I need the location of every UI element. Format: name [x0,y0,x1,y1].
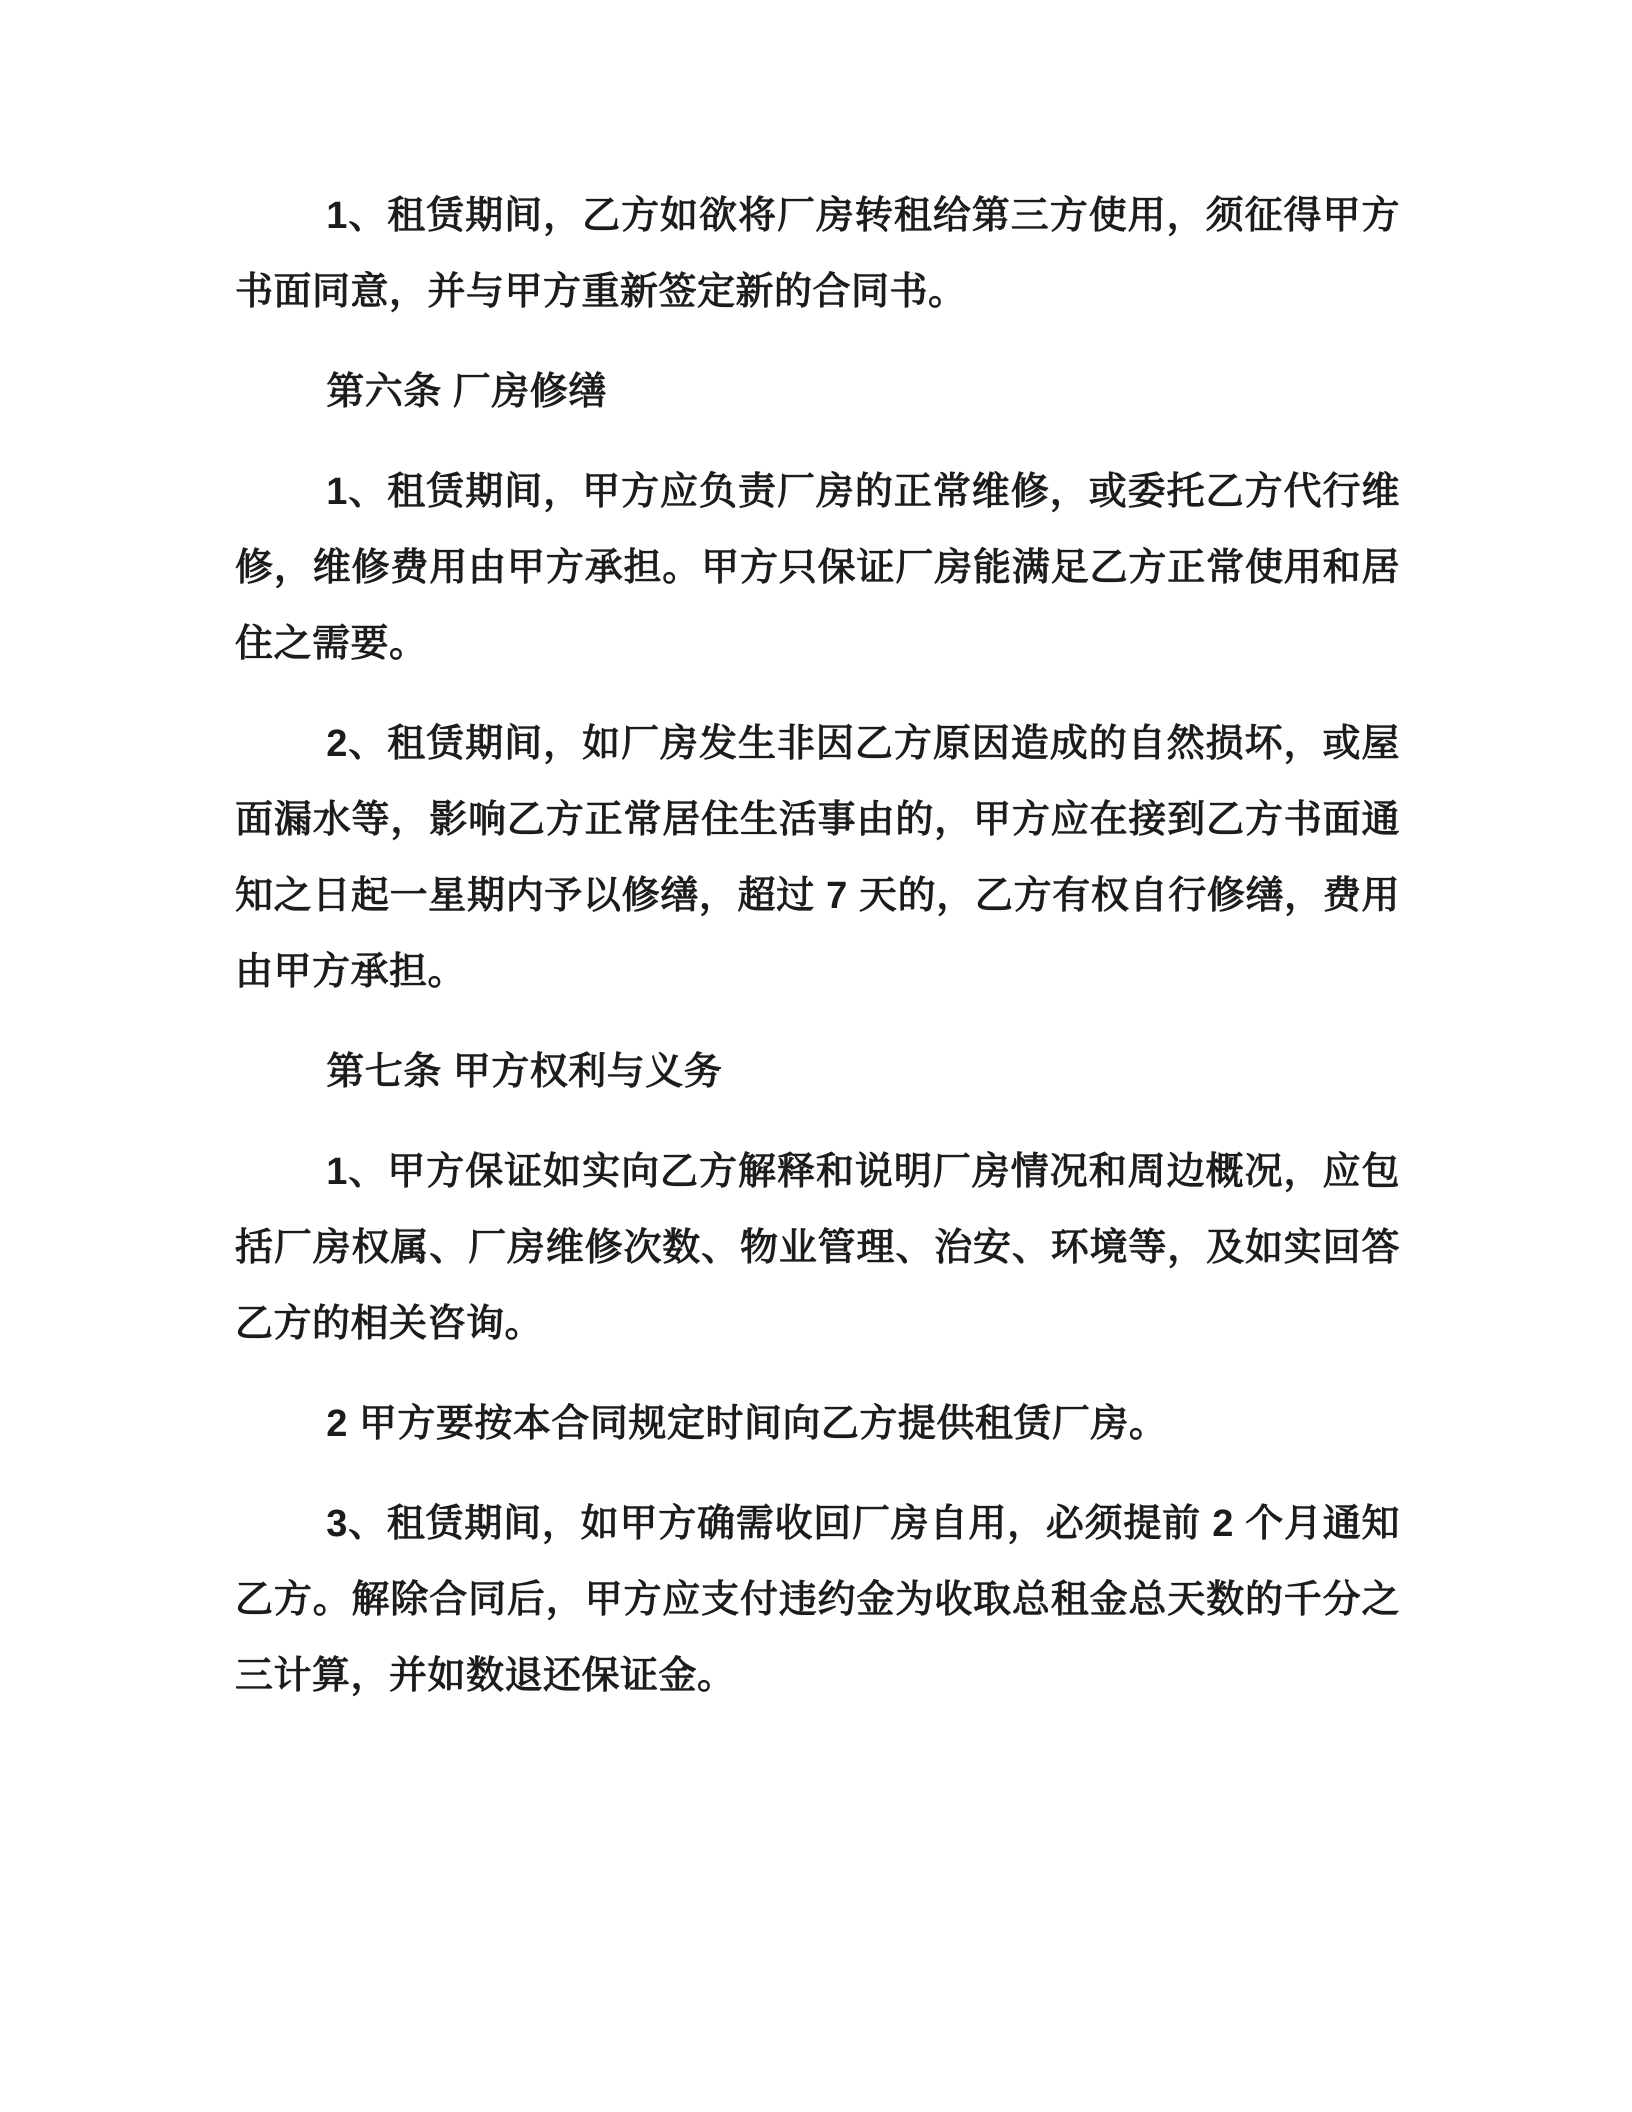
contract-paragraph: 1、租赁期间，乙方如欲将厂房转租给第三方使用，须征得甲方书面同意，并与甲方重新签定新的合同书。 [235,195,1400,313]
contract-paragraph: 1、租赁期间，甲方应负责厂房的正常维修，或委托乙方代行维修，维修费用由甲方承担。甲方只保证厂房能满足乙方正常使用和居住之需要。 [235,471,1400,665]
contract-paragraph: 2 甲方要按本合同规定时间向乙方提供租赁厂房。 [326,1403,1168,1445]
contract-paragraph: 2、租赁期间，如厂房发生非因乙方原因造成的自然损坏，或屋面漏水等，影响乙方正常居住生活事由的，甲方应在接到乙方书面通知之日起一星期内予以修缮，超过 7 天的，乙方有权自行修缮，费用由甲方承担。 [235,723,1400,993]
section-heading: 第六条 厂房修缮 [326,371,607,413]
contract-paragraph: 3、租赁期间，如甲方确需收回厂房自用，必须提前 2 个月通知乙方。解除合同后，甲方应支付违约金为收取总租金总天数的千分之三计算，并如数退还保证金。 [235,1503,1400,1697]
section-heading: 第七条 甲方权利与义务 [326,1051,723,1093]
contract-paragraph: 1、甲方保证如实向乙方解释和说明厂房情况和周边概况，应包括厂房权属、厂房维修次数、物业管理、治安、环境等，及如实回答乙方的相关咨询。 [235,1151,1400,1345]
document-content [235,178,1400,1738]
